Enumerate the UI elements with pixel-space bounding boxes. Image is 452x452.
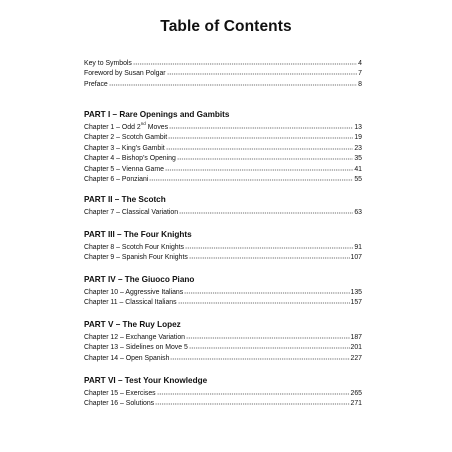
toc-entry[interactable] <box>84 288 362 298</box>
toc-entry[interactable] <box>84 343 362 353</box>
entry-label: Chapter 11 – Classical Italians <box>84 299 177 307</box>
entry-label: Chapter 10 – Aggressive Italians <box>84 289 184 296</box>
entry-page-number: 7 <box>358 70 362 78</box>
entry-label: Chapter 14 – Open Spanish <box>84 354 170 362</box>
entry-label: Chapter 13 – Sidelines on Move 5 <box>84 344 188 352</box>
front-matter-list <box>84 59 362 90</box>
entry-label: Chapter 15 – Exercises <box>84 390 156 397</box>
dot-leader <box>169 123 353 129</box>
dot-leader <box>170 354 349 360</box>
toc-entry[interactable] <box>84 59 362 69</box>
part-section <box>84 229 362 264</box>
entry-page-number: 8 <box>358 80 362 88</box>
entry-label: Chapter 3 – King’s Gambit <box>84 144 165 152</box>
dot-leader <box>157 389 350 395</box>
entry-page-number: 187 <box>350 334 362 341</box>
entry-page-number: 19 <box>354 134 362 142</box>
entry-page-number: 91 <box>354 244 362 251</box>
entry-label: Foreword by Susan Polgar <box>84 70 166 78</box>
part-heading[interactable]: PART I – Rare Openings and Gambits <box>84 110 230 119</box>
dot-leader <box>186 333 349 339</box>
toc-entry[interactable] <box>84 354 362 364</box>
toc-entry[interactable] <box>84 208 362 218</box>
dot-leader <box>109 80 357 86</box>
dot-leader <box>168 133 353 139</box>
toc-entry[interactable] <box>84 333 362 343</box>
part-section <box>84 375 362 410</box>
entry-page-number: 41 <box>354 165 362 173</box>
toc-entry[interactable] <box>84 298 362 308</box>
dot-leader <box>166 144 354 150</box>
dot-leader <box>189 253 350 259</box>
entry-page-number: 63 <box>354 209 362 216</box>
toc-entry[interactable] <box>84 69 362 79</box>
dot-leader <box>165 165 353 171</box>
dot-leader <box>184 288 349 294</box>
part-heading[interactable]: PART III – The Four Knights <box>84 230 192 239</box>
entry-label: Preface <box>84 80 108 88</box>
entry-label: Chapter 7 – Classical Variation <box>84 209 179 216</box>
entry-page-number: 107 <box>350 254 362 262</box>
entry-page-number: 55 <box>354 175 362 183</box>
entry-page-number: 35 <box>354 155 362 163</box>
part-section <box>84 194 362 218</box>
part-heading[interactable]: PART II – The Scotch <box>84 195 166 204</box>
toc-entry[interactable] <box>84 389 362 399</box>
dot-leader <box>177 154 354 160</box>
part-heading[interactable]: PART VI – Test Your Knowledge <box>84 376 208 385</box>
part-heading[interactable]: PART IV – The Giuoco Piano <box>84 275 195 284</box>
part-section <box>84 109 362 185</box>
toc-entry[interactable] <box>84 243 362 253</box>
part-section <box>84 274 362 309</box>
entry-page-number: 157 <box>350 299 362 307</box>
entry-label: Chapter 16 – Solutions <box>84 400 155 408</box>
toc-entry[interactable] <box>84 154 362 164</box>
part-section <box>84 319 362 364</box>
toc-entry[interactable] <box>84 399 362 409</box>
entry-label: Chapter 1 – Odd 2nd Moves <box>84 120 169 131</box>
entry-page-number: 265 <box>350 390 362 397</box>
toc-entry[interactable] <box>84 253 362 263</box>
entry-label: Key to Symbols <box>84 60 132 67</box>
entry-label: Chapter 9 – Spanish Four Knights <box>84 254 188 262</box>
entry-label: Chapter 6 – Ponziani <box>84 175 149 183</box>
entry-label: Chapter 2 – Scotch Gambit <box>84 134 168 142</box>
toc-entry[interactable] <box>84 175 362 185</box>
entry-page-number: 23 <box>354 144 362 152</box>
toc-entry[interactable] <box>84 165 362 175</box>
entry-label: Chapter 12 – Exchange Variation <box>84 334 186 341</box>
dot-leader <box>149 175 353 181</box>
entry-page-number: 201 <box>350 344 362 352</box>
entry-page-number: 135 <box>350 289 362 296</box>
dot-leader <box>167 69 358 75</box>
entry-page-number: 4 <box>358 60 362 67</box>
entry-label: Chapter 4 – Bishop’s Opening <box>84 155 176 163</box>
dot-leader <box>189 343 350 349</box>
toc-entry[interactable] <box>84 80 362 90</box>
part-heading[interactable]: PART V – The Ruy Lopez <box>84 320 181 329</box>
toc-entry[interactable] <box>84 133 362 143</box>
toc-entry[interactable] <box>84 120 362 133</box>
entry-page-number: 227 <box>350 354 362 362</box>
page-title: Table of Contents <box>160 18 292 35</box>
dot-leader <box>178 298 350 304</box>
entry-page-number: 271 <box>350 400 362 408</box>
entry-page-number: 13 <box>354 124 362 131</box>
dot-leader <box>155 399 349 405</box>
entry-label: Chapter 5 – Vienna Game <box>84 165 164 173</box>
dot-leader <box>185 243 353 249</box>
dot-leader <box>179 208 353 214</box>
toc-entry[interactable] <box>84 144 362 154</box>
dot-leader <box>133 59 357 65</box>
entry-label: Chapter 8 – Scotch Four Knights <box>84 244 184 251</box>
